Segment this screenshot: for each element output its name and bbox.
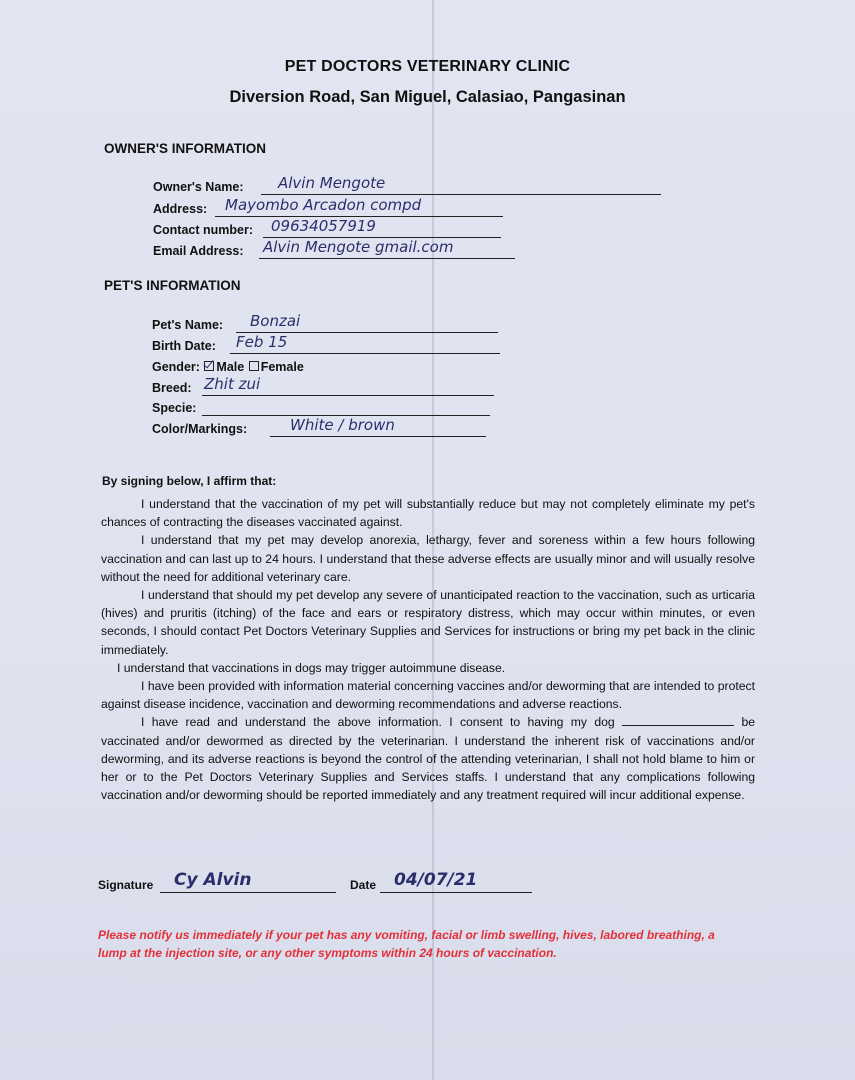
gender-field (152, 360, 304, 374)
consent-paragraph-5: I have been provided with information material concerning vaccines and/or deworming that are intended to protect against disease incidence, vaccination and deworming recommendations and adverse reactions. (101, 679, 755, 712)
date-field[interactable] (350, 870, 478, 892)
affirm-heading: By signing below, I affirm that: (102, 474, 277, 488)
date-value: 04/07/21 (394, 870, 478, 890)
gender-female-checkbox[interactable] (249, 361, 259, 371)
consent-paragraph-1: I understand that the vaccination of my pet will substantially reduce but may not completely eliminate my pet's chances of contracting the diseases vaccinated against. (101, 497, 755, 530)
post-vaccination-notice: Please notify us immediately if your pet has any vomiting, facial or limb swelling, hives, labored breathing, a lump at the injection site, or any other symptoms within 24 hours of vaccination. (98, 928, 715, 960)
birth-date-value: Feb 15 (236, 333, 288, 351)
breed-field[interactable] (152, 375, 261, 395)
owner-name-label: Owner's Name: (153, 180, 244, 194)
birth-date-field[interactable] (152, 333, 288, 353)
pet-section-title: PET'S INFORMATION (104, 278, 241, 293)
consent-paragraph-6 (101, 713, 755, 804)
date-label: Date (350, 878, 377, 892)
color-markings-value: White / brown (290, 416, 395, 434)
consent-paragraph-2: I understand that my pet may develop anorexia, lethargy, fever and soreness within a few hours following vaccination and can last up to 24 hours. I understand that these adverse effects are usually minor and will usually resolve without the need for additional veterinary care. (101, 533, 755, 584)
consent-paragraph-6a: I have read and understand the above information. I consent to having my dog (141, 715, 615, 730)
consent-paragraph-3: I understand that should my pet develop any severe of unanticipated reaction to the vaccination, such as urticaria (hives) and pruritis (itching) of the face and ears or respiratory distress, which may occur within minutes, or even seconds, I should contact Pet Doctors Veterinary Supplies and Services for instructions or bring my pet back in the clinic immediately. (101, 588, 755, 657)
pet-name-value: Bonzai (250, 312, 301, 330)
consent-body (101, 495, 755, 804)
address-label: Address: (153, 202, 208, 216)
address-field[interactable] (153, 196, 422, 216)
owner-section-title: OWNER'S INFORMATION (104, 141, 266, 156)
signature-field[interactable] (98, 870, 252, 892)
color-markings-field[interactable] (152, 416, 395, 436)
pet-name-label: Pet's Name: (152, 318, 224, 332)
contact-value: 09634057919 (271, 217, 376, 235)
signature-label: Signature (98, 878, 154, 892)
consent-paragraph-4: I understand that vaccinations in dogs may trigger autoimmune disease. (117, 660, 506, 675)
gender-male-label: Male (216, 360, 245, 374)
specie-label: Specie: (152, 401, 197, 415)
contact-field[interactable] (153, 217, 376, 237)
consent-paragraph-6b: be vaccinated and/or dewormed as directed by the veterinarian. I understand the inherent risk of vaccinations and/or deworming, and its adverse reactions is beyond the control of the attending veterinarian, I shall not hold blame to him or her or to the Pet Doctors Veterinary Supplies and Services staffs. I understand that any complications following vaccination and/or deworming should be reported immediately and any treatment required will incur additional expense. (101, 715, 755, 803)
contact-label: Contact number: (153, 223, 253, 237)
gender-label: Gender: (152, 360, 200, 374)
gender-female-label: Female (260, 360, 304, 374)
breed-value: Zhit zui (204, 375, 261, 393)
color-markings-label: Color/Markings: (152, 422, 248, 436)
clinic-name: PET DOCTORS VETERINARY CLINIC (284, 58, 571, 75)
email-value: Alvin Mengote gmail.com (263, 238, 454, 256)
breed-label: Breed: (152, 381, 192, 395)
email-field[interactable] (153, 238, 454, 258)
specie-field[interactable] (152, 401, 196, 415)
birth-date-label: Birth Date: (152, 339, 216, 353)
signature-value: Cy Alvin (174, 870, 252, 890)
owner-name-field[interactable] (153, 174, 386, 194)
address-value: Mayombo Arcadon compd (225, 196, 422, 214)
dog-name-blank[interactable] (622, 715, 734, 726)
clinic-address: Diversion Road, San Miguel, Calasiao, Pangasinan (229, 88, 626, 106)
owner-name-value: Alvin Mengote (278, 174, 386, 192)
email-label: Email Address: (153, 244, 244, 258)
gender-male-checkbox[interactable] (204, 361, 214, 371)
pet-name-field[interactable] (152, 312, 301, 332)
